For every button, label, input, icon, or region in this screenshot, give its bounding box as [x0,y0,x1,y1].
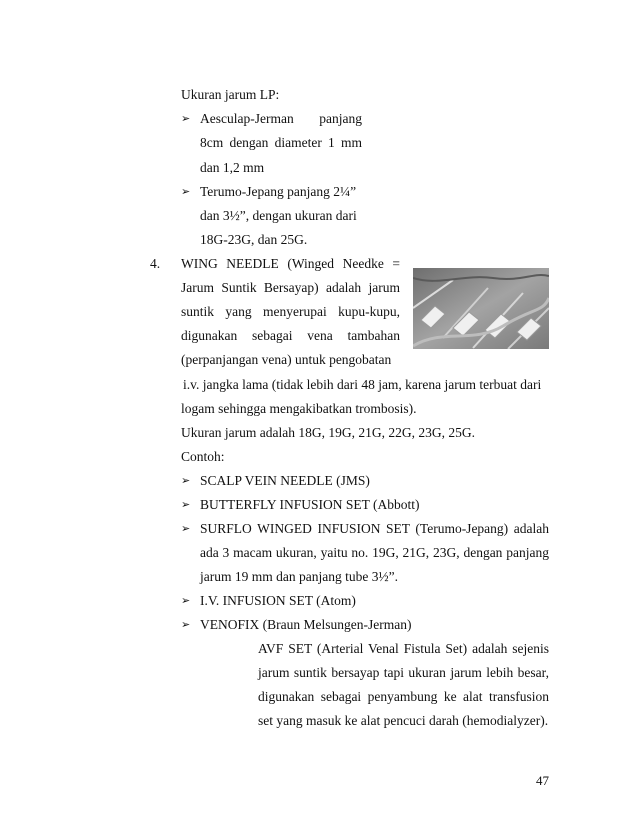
wing-line-6: i.v. jangka lama (tidak lebih dari 48 jam, karena jarum terbuat dari [183,377,542,392]
lp-item-1-line-2: 8cm dengan diameter 1 mm [200,135,362,150]
lp-item-1-line-1: Aesculap-Jerman panjang [200,111,362,126]
bullet-arrow-icon: ➢ [181,618,191,631]
example-item-2: BUTTERFLY INFUSION SET (Abbott) [200,497,420,512]
bullet-arrow-icon: ➢ [181,474,191,487]
wing-line-4: digunakan sebagai vena tambahan [181,328,400,343]
bullet-arrow-icon: ➢ [181,594,191,607]
avf-line-2: jarum suntik bersayap tapi ukuran jarum lebih besar, [258,665,549,680]
lp-heading: Ukuran jarum LP: [181,87,280,102]
example-item-4: I.V. INFUSION SET (Atom) [200,593,356,608]
example-item-5: VENOFIX (Braun Melsungen-Jerman) [200,617,412,632]
wing-line-1: WING NEEDLE (Winged Needke = [181,256,400,271]
example-item-3-line-3: jarum 19 mm dan panjang tube 3½”. [200,569,398,584]
winged-needle-photo [413,268,549,349]
lp-item-2-line-1: Terumo-Jepang panjang 2¼” [200,184,357,199]
example-item-3-line-2: ada 3 macam ukuran, yaitu no. 19G, 21G, 23G, dengan panjang [200,545,549,560]
bullet-arrow-icon: ➢ [181,498,191,511]
bullet-arrow-icon: ➢ [181,522,191,535]
wing-line-5: (perpanjangan vena) untuk pengobatan [181,352,392,367]
lp-item-2-line-2: dan 3½”, dengan ukuran dari [200,208,357,223]
wing-line-2: Jarum Suntik Bersayap) adalah jarum [181,280,400,295]
bullet-arrow-icon: ➢ [181,185,191,198]
wing-line-3: suntik yang menyerupai kupu-kupu, [181,304,400,319]
avf-line-4: set yang masuk ke alat pencuci darah (hemodialyzer). [258,713,549,728]
section-number: 4. [150,256,161,271]
lp-item-2-line-3: 18G-23G, dan 25G. [200,232,308,247]
example-item-3-line-1: SURFLO WINGED INFUSION SET (Terumo-Jepang) adalah [200,521,549,536]
page-number: 47 [536,773,549,788]
example-label: Contoh: [181,449,225,464]
example-item-1: SCALP VEIN NEEDLE (JMS) [200,473,370,488]
bullet-arrow-icon: ➢ [181,112,191,125]
lp-item-1-line-3: dan 1,2 mm [200,160,265,175]
wing-line-7: logam sehingga mengakibatkan trombosis). [181,401,417,416]
avf-line-1: AVF SET (Arterial Venal Fistula Set) adalah sejenis [258,641,549,656]
avf-line-3: digunakan sebagai penyambung ke alat transfusion [258,689,549,704]
wing-sizes: Ukuran jarum adalah 18G, 19G, 21G, 22G, 23G, 25G. [181,425,475,440]
